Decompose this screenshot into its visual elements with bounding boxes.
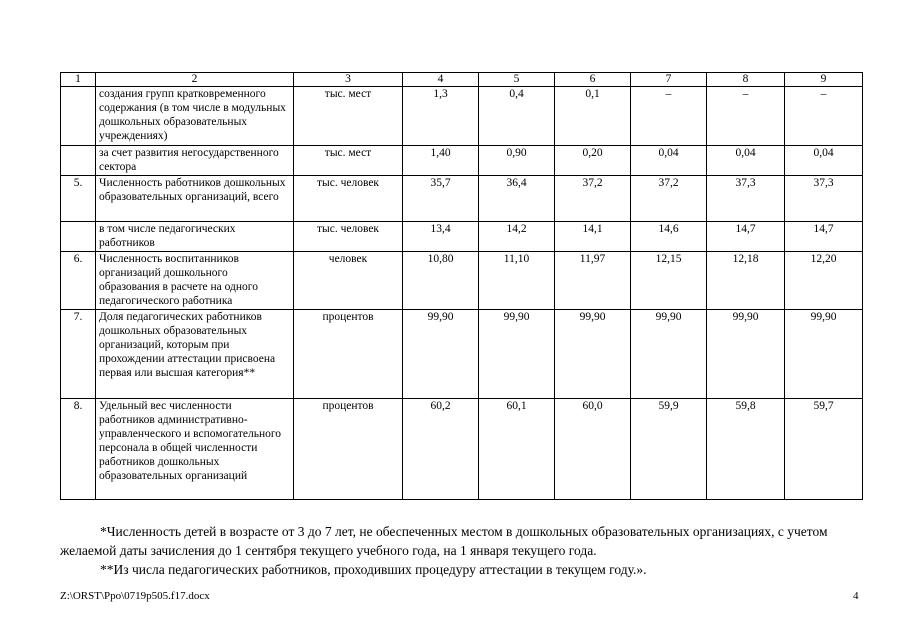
value-cell: – [707,87,785,146]
row-number: 8. [61,399,96,500]
value-cell: 12,20 [785,252,863,310]
value-cell: 13,4 [403,222,479,252]
value-cell: 0,4 [479,87,555,146]
footnote-2: **Из числа педагогических работников, проходивших процедуру аттестации в текущем году.». [100,562,647,577]
value-cell: 99,90 [479,310,555,399]
header-cell: 1 [61,73,96,87]
table-row [61,310,863,399]
value-cell: 59,9 [631,399,707,500]
value-cell: 1,3 [403,87,479,146]
value-cell: 12,18 [707,252,785,310]
value-cell: 37,3 [785,176,863,222]
value-cell: 37,3 [707,176,785,222]
value-cell: 12,15 [631,252,707,310]
indicator-name: за счет развития негосударственного сектора [96,146,294,176]
value-cell: 99,90 [403,310,479,399]
indicator-name: Численность воспитанников организаций дошкольного образования в расчете на одного педагогического работника [96,252,294,310]
value-cell: 37,2 [555,176,631,222]
unit-cell: процентов [294,310,403,399]
value-cell: 36,4 [479,176,555,222]
header-cell: 2 [96,73,294,87]
document-path: Z:\ORST\Ppo\0719p505.f17.docx [60,590,210,602]
value-cell: 35,7 [403,176,479,222]
table-row [61,146,863,176]
value-cell: 0,1 [555,87,631,146]
value-cell: 60,0 [555,399,631,500]
value-cell: 14,7 [707,222,785,252]
footnotes [60,522,865,579]
value-cell: 0,90 [479,146,555,176]
value-cell: 0,04 [707,146,785,176]
value-cell: 0,04 [785,146,863,176]
value-cell: 99,90 [785,310,863,399]
table-row [61,399,863,500]
header-cell: 6 [555,73,631,87]
unit-cell: человек [294,252,403,310]
unit-cell: тыс. мест [294,146,403,176]
value-cell: 11,97 [555,252,631,310]
value-cell: 0,20 [555,146,631,176]
table-row [61,87,863,146]
header-cell: 7 [631,73,707,87]
indicators-table [60,72,863,500]
table-row [61,252,863,310]
row-number: 7. [61,310,96,399]
table-row [61,222,863,252]
value-cell: 99,90 [631,310,707,399]
value-cell: – [631,87,707,146]
value-cell: 99,90 [707,310,785,399]
row-number [61,146,96,176]
value-cell: – [785,87,863,146]
unit-cell: процентов [294,399,403,500]
indicator-name: создания групп кратковременного содержания (в том числе в модульных дошкольных образовательных учреждениях) [96,87,294,146]
value-cell: 10,80 [403,252,479,310]
value-cell: 99,90 [555,310,631,399]
value-cell: 0,04 [631,146,707,176]
value-cell: 1,40 [403,146,479,176]
unit-cell: тыс. человек [294,222,403,252]
value-cell: 11,10 [479,252,555,310]
value-cell: 60,2 [403,399,479,500]
header-cell: 9 [785,73,863,87]
value-cell: 37,2 [631,176,707,222]
row-number [61,87,96,146]
indicator-name: Удельный вес численности работников административно-управленческого и вспомогательного персонала в общей численности работников дошкольных образовательных организаций [96,399,294,500]
value-cell: 14,2 [479,222,555,252]
indicator-name: в том числе педагогических работников [96,222,294,252]
header-cell: 8 [707,73,785,87]
value-cell: 14,6 [631,222,707,252]
unit-cell: тыс. человек [294,176,403,222]
footnote-1: *Численность детей в возрасте от 3 до 7 лет, не обеспеченных местом в дошкольных образовательных организациях, с учетом желаемой даты зачисления до 1 сентября текущего учебного года, на 1 января текущего года. [60,524,828,558]
header-cell: 4 [403,73,479,87]
value-cell: 59,8 [707,399,785,500]
row-number: 6. [61,252,96,310]
indicator-name: Численность работников дошкольных образовательных организаций, всего [96,176,294,222]
unit-cell: тыс. мест [294,87,403,146]
page-number: 4 [853,590,859,602]
value-cell: 14,7 [785,222,863,252]
row-number: 5. [61,176,96,222]
value-cell: 14,1 [555,222,631,252]
table-header-row [61,73,863,87]
table-row [61,176,863,222]
value-cell: 59,7 [785,399,863,500]
header-cell: 3 [294,73,403,87]
header-cell: 5 [479,73,555,87]
value-cell: 60,1 [479,399,555,500]
indicator-name: Доля педагогических работников дошкольных образовательных организаций, которым при прохождении аттестации присвоена первая или высшая категория** [96,310,294,399]
row-number [61,222,96,252]
